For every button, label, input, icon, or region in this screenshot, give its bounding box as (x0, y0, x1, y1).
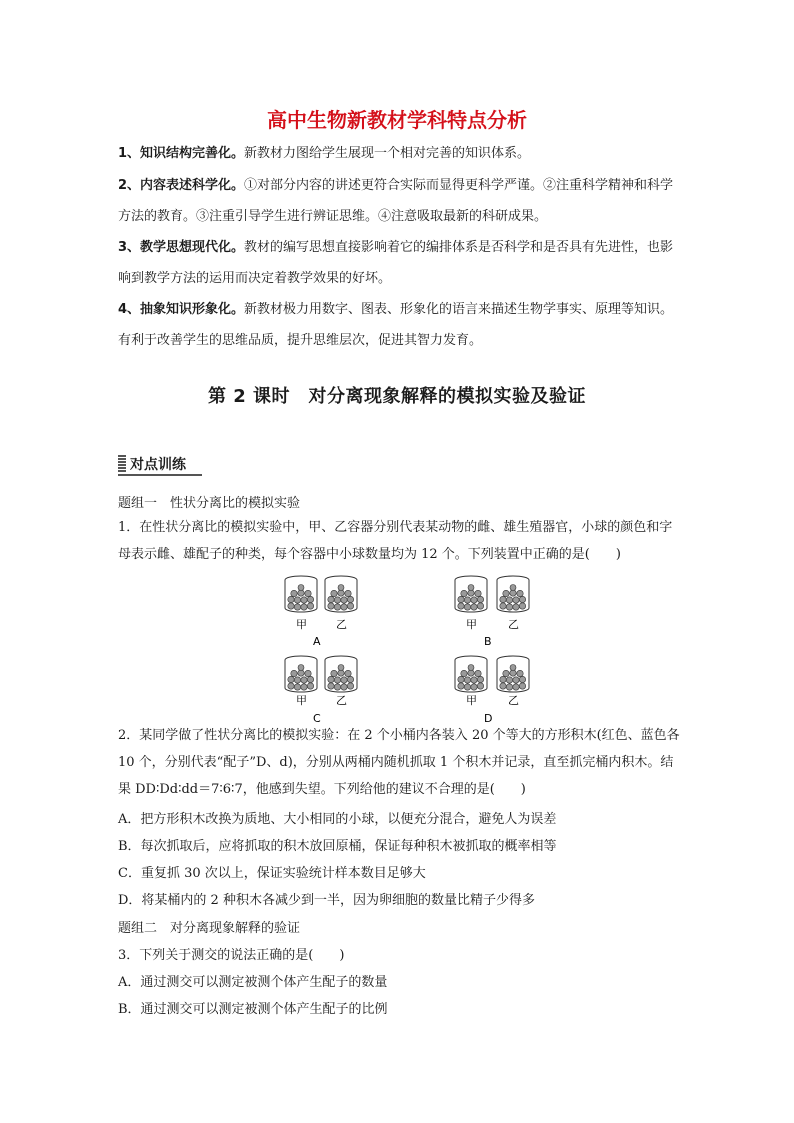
container-yi-label: 乙 (336, 618, 347, 631)
question-1-figure (0, 570, 794, 730)
option-a-setup (285, 576, 357, 612)
feature-paragraph (118, 294, 678, 356)
option-d-label: D (484, 712, 493, 725)
question-3-option: A．通过测交可以测定被测个体产生配子的数量 (118, 975, 388, 990)
container-yi-label: 乙 (508, 618, 519, 631)
container-jia-label: 甲 (296, 694, 307, 707)
lesson-title: 第 2 课时 对分离现象解释的模拟实验及验证 (207, 386, 587, 407)
question-2-stem: 2．某同学做了性状分离比的模拟实验：在 2 个小桶内各装入 20 个等大的方形积木(红色、蓝色各 10 个，分别代表“配子”D、d)，分别从两桶内随机抓取 1 个积木并记录，直至抓完桶内积木。结果 DD∶Dd∶dd＝7∶6∶7，他感到失望。下列给他的建议不合理的是( ) (118, 728, 680, 797)
feature-paragraph (118, 170, 678, 232)
feature-text: ①对部分内容的讲述更符合实际而显得更科学严谨。②注重科学精神和科学方法的教育。③注重引导学生进行辨证思维。④注意吸取最新的科研成果。 (118, 178, 674, 224)
question-2-option: D．将某桶内的 2 种积木各减少到一半，因为卵细胞的数量比精子少得多 (118, 893, 535, 908)
question-3-option: B．通过测交可以测定被测个体产生配子的比例 (118, 1002, 388, 1017)
feature-label: 2、内容表述科学化。 (118, 178, 245, 193)
feature-paragraph (118, 232, 678, 294)
feature-label: 3、教学思想现代化。 (118, 240, 245, 255)
question-1-stem: 1．在性状分离比的模拟实验中，甲、乙容器分别代表某动物的雌、雄生殖器官，小球的颜色和字母表示雌、雄配子的种类，每个容器中小球数量均为 12 个。下列装置中正确的是( ) (118, 520, 673, 562)
option-b-label: B (484, 635, 492, 648)
question-group-title: 题组二 对分离现象解释的验证 (118, 921, 301, 936)
section-underline (118, 474, 202, 476)
question-2-option: B．每次抓取后，应将抓取的积木放回原桶，保证每种积木被抓取的概率相等 (118, 839, 557, 854)
option-b-setup (455, 576, 529, 612)
container-yi-label: 乙 (336, 694, 347, 707)
option-a-label: A (313, 635, 321, 648)
container-jia-label: 甲 (296, 618, 307, 631)
question-group-title: 题组一 性状分离比的模拟实验 (118, 496, 301, 511)
container-jia-label: 甲 (466, 618, 477, 631)
page-title: 高中生物新教材学科特点分析 (267, 108, 527, 132)
feature-text: 新教材极力用数字、图表、形象化的语言来描述生物学事实、原理等知识。有利于改善学生的思维品质，提升思维层次，促进其智力发育。 (118, 302, 674, 348)
feature-label: 4、抽象知识形象化。 (118, 302, 245, 317)
section-heading-text: 对点训练 (130, 457, 186, 473)
feature-text: 教材的编写思想直接影响着它的编排体系是否科学和是否具有先进性，也影响到教学方法的运用而决定着教学效果的好坏。 (118, 240, 674, 286)
option-c-label: C (313, 712, 321, 725)
feature-label: 1、知识结构完善化。 (118, 146, 245, 161)
feature-paragraph (118, 138, 678, 169)
question-2-option: C．重复抓 30 次以上，保证实验统计样本数目足够大 (118, 866, 426, 881)
container-yi-label: 乙 (508, 694, 519, 707)
section-heading (118, 454, 186, 474)
section-marker-icon (118, 455, 126, 473)
option-c-setup (285, 656, 357, 692)
option-d-setup (455, 656, 529, 692)
question-3-stem: 3．下列关于测交的说法正确的是( ) (118, 948, 345, 963)
container-jia-label: 甲 (466, 694, 477, 707)
feature-text: 新教材力图给学生展现一个相对完善的知识体系。 (244, 146, 531, 161)
question-2-option: A．把方形积木改换为质地、大小相同的小球，以便充分混合，避免人为误差 (118, 812, 557, 827)
